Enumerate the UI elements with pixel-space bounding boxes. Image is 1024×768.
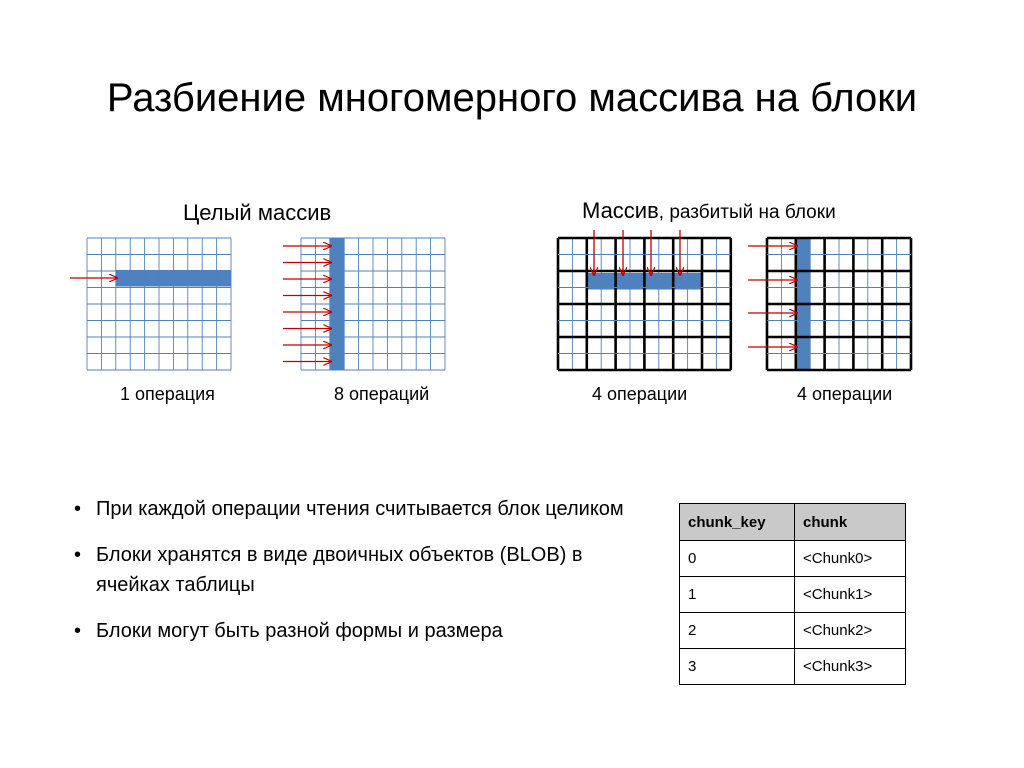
chunked-column-arrows [748, 246, 797, 347]
table-row [680, 649, 906, 685]
op-label-chunked-column: 4 операции [797, 384, 893, 404]
chunk-table [679, 503, 906, 685]
diagram-whole-array-column [283, 238, 445, 370]
op-label-whole-column: 8 операций [334, 384, 430, 404]
diagram-whole-array-row [70, 238, 231, 370]
caption-chunked-array-big: Массив [582, 198, 659, 223]
bullet-text: Блоки хранятся в виде двоичных объектов (BLOB) в ячейках таблицы [96, 544, 583, 596]
cell-chunk-key: 1 [680, 577, 795, 613]
diagram-chunked-array-column [748, 238, 911, 370]
bullet-item [72, 494, 652, 524]
caption-chunked-array-rest: , разбитый на блоки [658, 202, 836, 223]
bullet-dot-icon: • [74, 544, 82, 566]
bullet-list [72, 494, 652, 662]
bullet-text: Блоки могут быть разной формы и размера [96, 620, 503, 642]
cell-chunk: <Chunk3> [795, 649, 906, 685]
op-label-whole-row: 1 операция [120, 384, 215, 404]
slide-title: Разбиение многомерного массива на блоки [106, 76, 918, 120]
op-label-chunked-row: 4 операции [592, 384, 688, 404]
diagram-chunked-array-row [558, 230, 731, 370]
table-row [680, 577, 906, 613]
column-header-chunk-key: chunk_key [680, 504, 795, 541]
grid-chunked-row [558, 238, 731, 370]
cell-chunk-key: 3 [680, 649, 795, 685]
cell-chunk: <Chunk2> [795, 613, 906, 649]
table-row [680, 541, 906, 577]
bullet-item [72, 616, 652, 646]
cell-chunk: <Chunk0> [795, 541, 906, 577]
column-header-chunk: chunk [795, 504, 906, 541]
grid-chunked-column [767, 238, 911, 370]
grid-whole-row [87, 238, 231, 370]
table-row [680, 613, 906, 649]
bullet-item [72, 540, 652, 600]
bullet-text: При каждой операции чтения считывается блок целиком [96, 498, 624, 520]
grid-whole-column [301, 238, 445, 370]
cell-chunk: <Chunk1> [795, 577, 906, 613]
bullet-dot-icon: • [74, 620, 82, 642]
bullet-dot-icon: • [74, 498, 82, 520]
cell-chunk-key: 2 [680, 613, 795, 649]
table-header-row [680, 504, 906, 541]
caption-whole-array-text: Целый массив [183, 200, 332, 225]
cell-chunk-key: 0 [680, 541, 795, 577]
